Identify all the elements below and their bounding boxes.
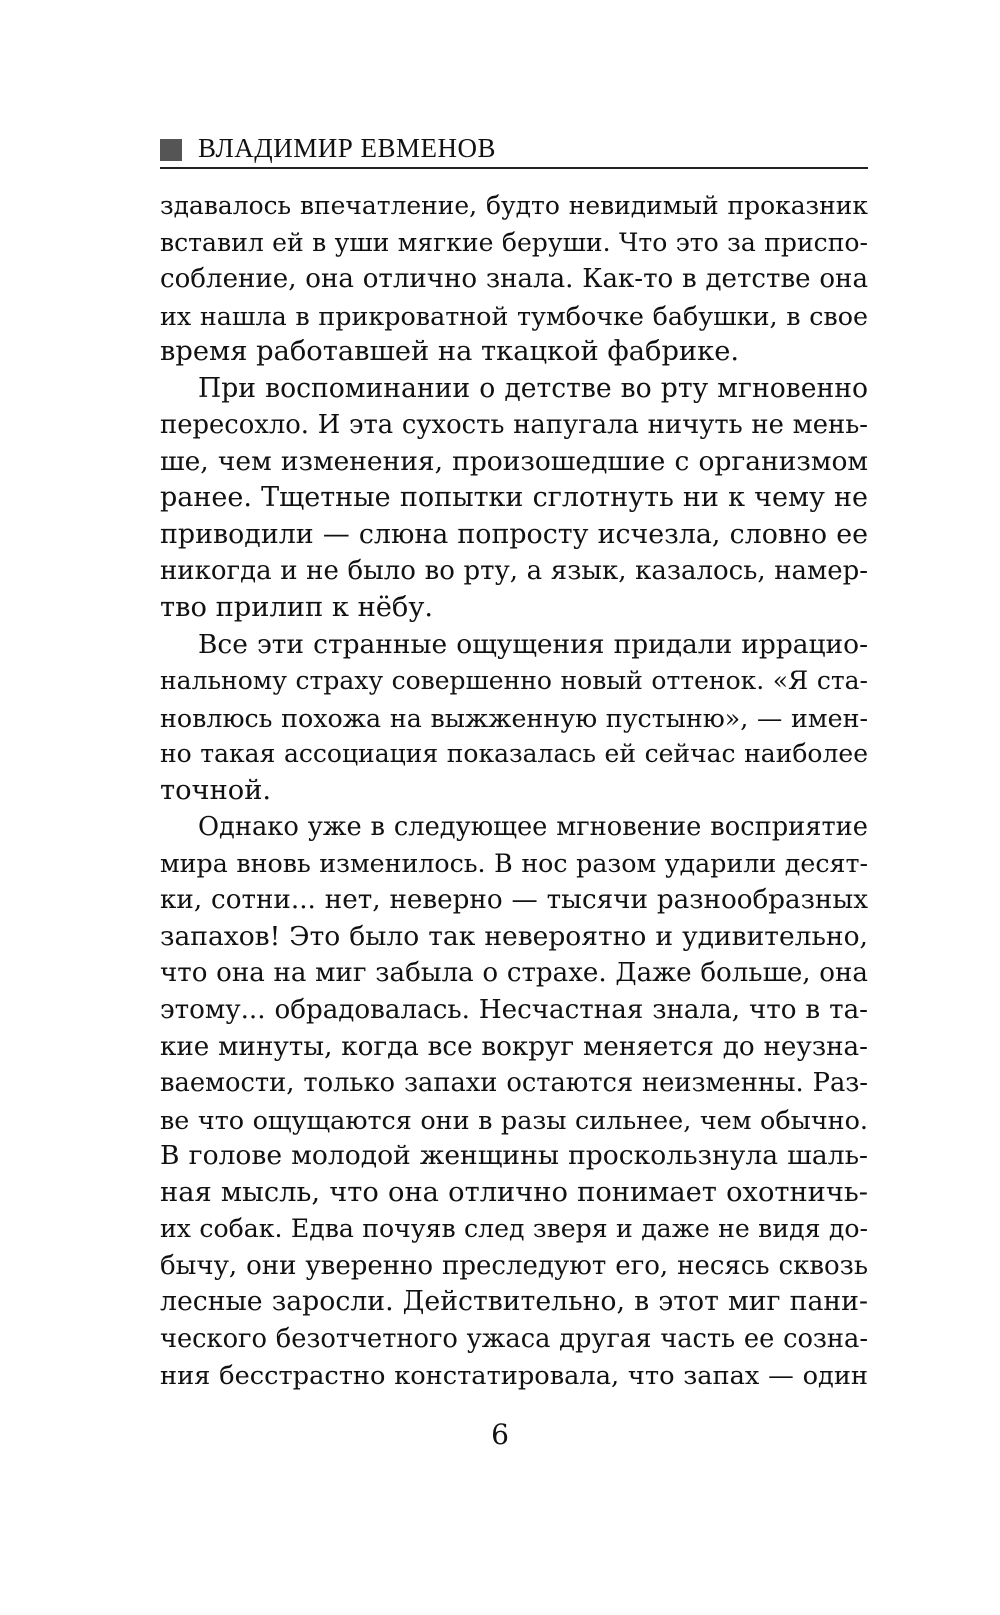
text-line: новлюсь похожа на выжженную пустыню», — имен- bbox=[160, 702, 868, 733]
text-line: их нашла в прикроватной тумбочке бабушки, в свое bbox=[160, 300, 868, 331]
text-line: ная мысль, что она отлично понимает охотничь- bbox=[160, 1176, 868, 1208]
text-line: никогда и не было во рту, а язык, казалось, намер- bbox=[160, 556, 868, 587]
page-number: 6 bbox=[491, 1418, 509, 1451]
text-line: В голове молодой женщины проскользнула шаль- bbox=[160, 1140, 868, 1172]
text-line: время работавшей на ткацкой фабрике. bbox=[160, 336, 740, 368]
running-header bbox=[160, 131, 868, 169]
text-line: При воспоминании о детстве во рту мгновенно bbox=[198, 372, 868, 404]
text-line: приводили — слюна попросту исчезла, словно ее bbox=[160, 518, 868, 550]
text-line: ния бесстрастно констатировала, что запах — один bbox=[160, 1360, 868, 1391]
body-text bbox=[160, 188, 868, 1394]
text-line: но такая ассоциация показалась ей сейчас наиболее bbox=[160, 739, 868, 769]
text-line: собление, она отлично знала. Как-то в детстве она bbox=[160, 264, 868, 295]
text-line: ранее. Тщетные попытки сглотнуть ни к чему не bbox=[160, 482, 868, 514]
text-line: их собак. Едва почуяв след зверя и даже не видя до- bbox=[160, 1214, 868, 1244]
text-line: точной. bbox=[160, 774, 272, 806]
text-line: ваемости, только запахи остаются неизменны. Раз- bbox=[160, 1068, 868, 1099]
text-line: бычу, они уверенно преследуют его, несясь сквозь bbox=[160, 1250, 868, 1281]
text-line: пересохло. И эта сухость напугала ничуть не мень- bbox=[160, 410, 868, 441]
square-marker-icon bbox=[160, 139, 182, 161]
text-line: Все эти странные ощущения придали иррацио- bbox=[198, 628, 868, 660]
text-line: Однако уже в следующее мгновение восприятие bbox=[198, 812, 868, 843]
text-line: мира вновь изменилось. В нос разом ударили десят- bbox=[160, 848, 868, 878]
text-line: вставил ей в уши мягкие беруши. Что это за приспо- bbox=[160, 227, 868, 257]
text-line: лесные заросли. Действительно, в этот миг пани- bbox=[160, 1286, 868, 1318]
text-line: тво прилип к нёбу. bbox=[160, 592, 434, 624]
text-line: ческого безотчетного ужаса другая часть ее созна- bbox=[160, 1323, 868, 1354]
text-line: ше, чем изменения, произошедшие с организмом bbox=[160, 445, 868, 477]
text-line: кие минуты, когда все вокруг меняется до неузна- bbox=[160, 1031, 868, 1062]
text-line: что она на миг забыла о страхе. Даже больше, она bbox=[160, 958, 868, 989]
text-line: этому... обрадовалась. Несчастная знала, что в та- bbox=[160, 995, 868, 1026]
text-line: ки, сотни... нет, неверно — тысячи разнообразных bbox=[160, 885, 868, 916]
text-line: здавалось впечатление, будто невидимый проказник bbox=[160, 191, 868, 220]
text-line: запахов! Это было так невероятно и удивительно, bbox=[160, 920, 868, 952]
author-name: ВЛАДИМИР ЕВМЕНОВ bbox=[198, 133, 496, 163]
text-line: нальному страху совершенно новый оттенок. «Я ста- bbox=[160, 666, 868, 696]
text-line: ве что ощущаются они в разы сильнее, чем обычно. bbox=[160, 1104, 868, 1135]
